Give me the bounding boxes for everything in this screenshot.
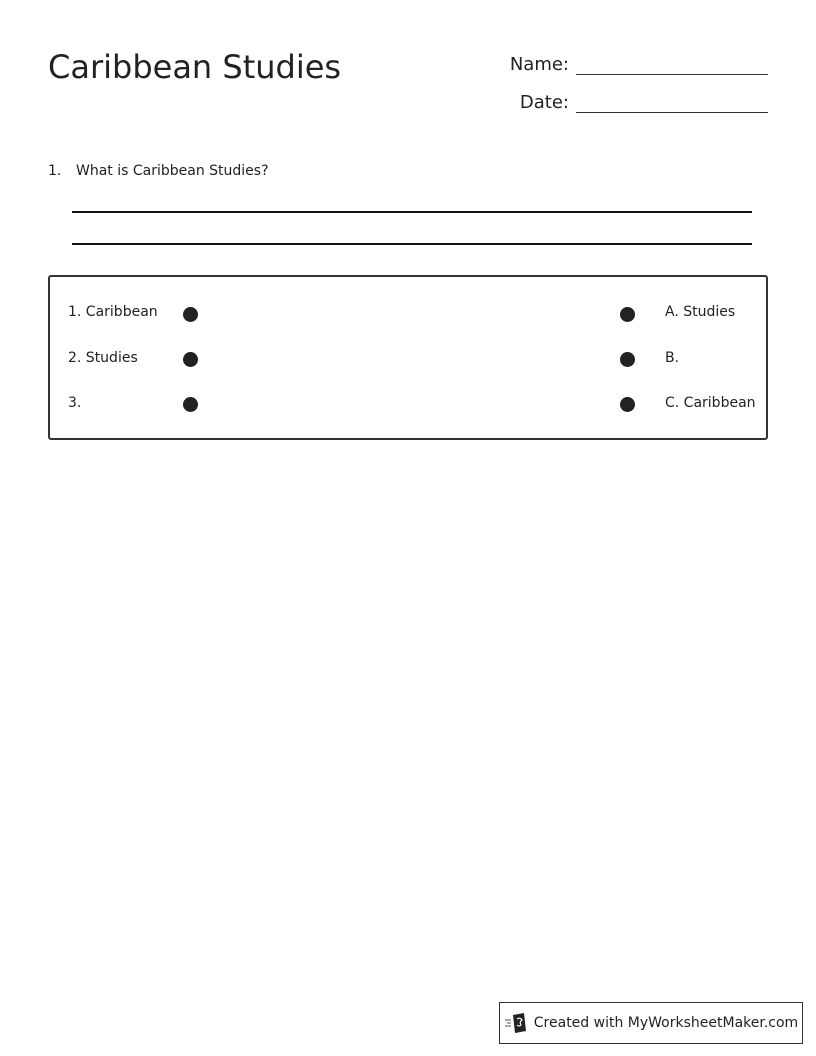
answer-line-2[interactable] [72,243,752,245]
name-field [510,52,768,75]
name-input-line[interactable] [576,52,768,75]
question-number: 1. [48,163,62,179]
match-dot-right-a[interactable] [620,307,635,322]
match-right-item-c: C. Caribbean [665,395,756,411]
footer-badge[interactable] [499,1002,803,1044]
match-dot-left-1[interactable] [183,307,198,322]
match-dot-right-c[interactable] [620,397,635,412]
name-label: Name: [509,54,569,75]
worksheet-title: Caribbean Studies [48,48,342,86]
question-1 [48,163,269,179]
match-right-item-b: B. [665,350,680,366]
matching-section [48,275,768,440]
match-dot-left-3[interactable] [183,397,198,412]
match-right-item-a: A. Studies [665,304,736,320]
question-text: What is Caribbean Studies? [76,163,269,179]
match-left-item-2: 2. Studies [68,350,138,366]
worksheet-maker-logo-icon [504,1012,528,1034]
footer-text: Created with MyWorksheetMaker.com [533,1015,799,1031]
date-input-line[interactable] [576,90,768,113]
match-dot-left-2[interactable] [183,352,198,367]
match-dot-right-b[interactable] [620,352,635,367]
answer-line-1[interactable] [72,211,752,213]
date-field [520,90,768,113]
date-label: Date: [519,92,569,113]
match-left-item-1: 1. Caribbean [68,304,158,320]
match-left-item-3: 3. [68,395,82,411]
